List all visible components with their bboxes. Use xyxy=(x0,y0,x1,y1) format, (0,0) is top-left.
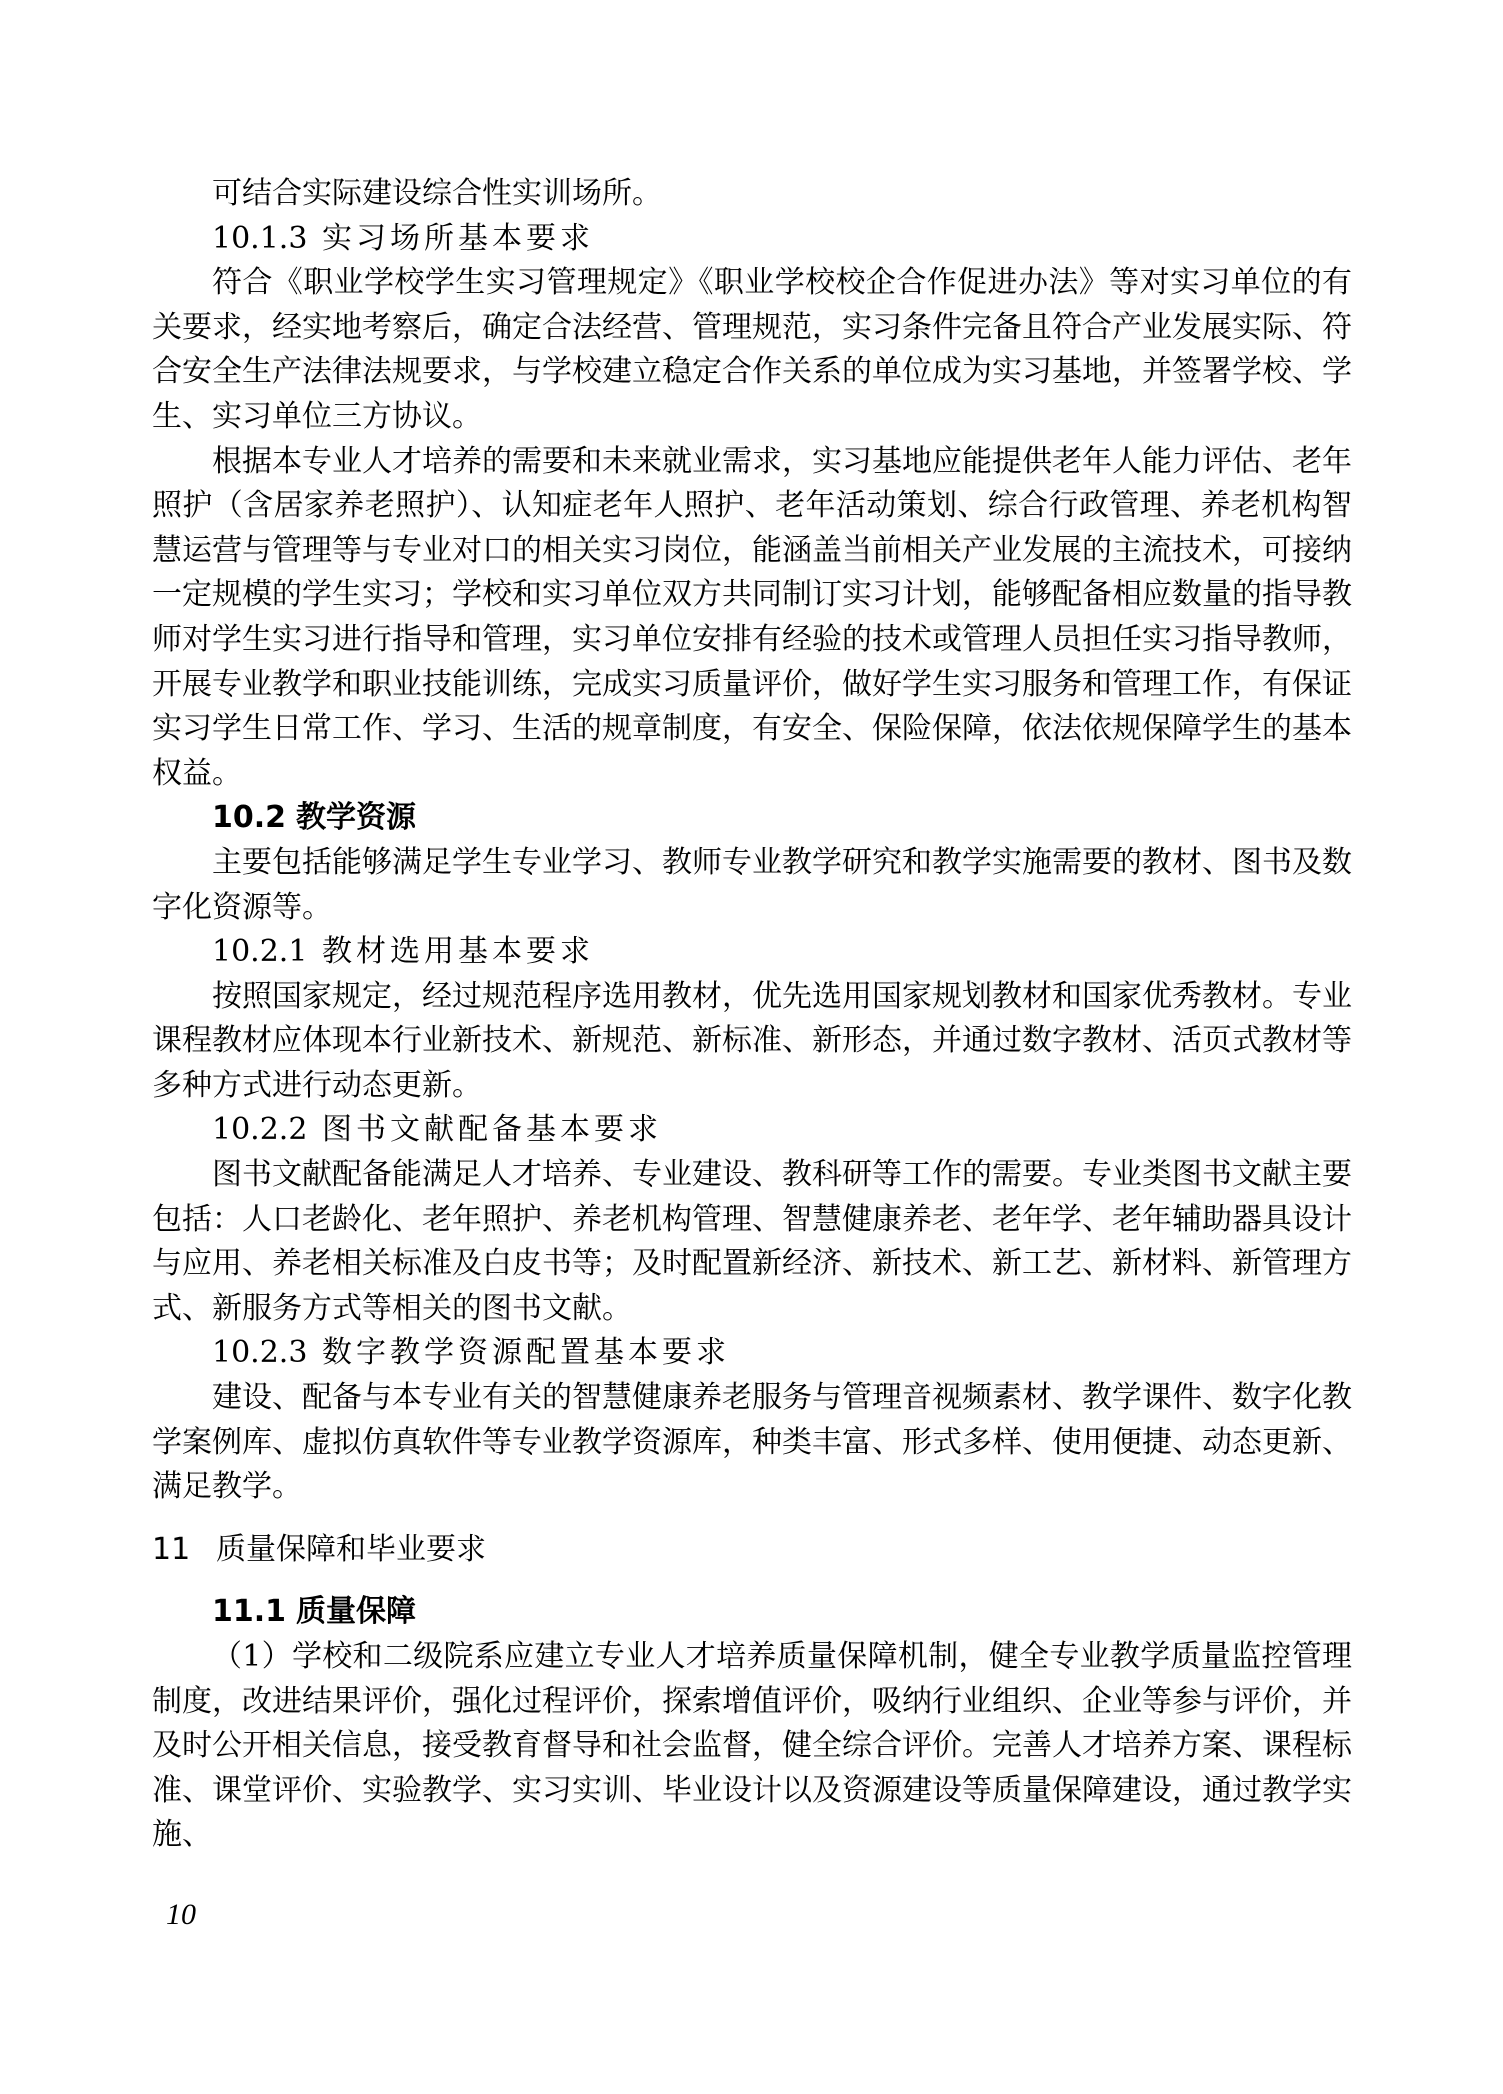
subsection-10-2-3 xyxy=(152,1331,1352,1376)
subsection-number: 10.2.3 xyxy=(212,1335,308,1371)
subsection-title: 图书文献配备基本要求 xyxy=(322,1112,662,1148)
paragraph-10-1-3-b: 根据本专业人才培养的需要和未来就业需求，实习基地应能提供老年人能力评估、老年照护（含居家养老照护）、认知症老年人照护、老年活动策划、综合行政管理、养老机构智慧运营与管理等与专业对口的相关实习岗位，能涵盖当前相关产业发展的主流技术，可接纳一定规模的学生实习；学校和实习单位双方共同制订实习计划，能够配备相应数量的指导教师对学生实习进行指导和管理，实习单位安排有经验的技术或管理人员担任实习指导教师，开展专业教学和职业技能训练，完成实习质量评价，做好学生实习服务和管理工作，有保证实习学生日常工作、学习、生活的规章制度，有安全、保险保障，依法依规保障学生的基本权益。 xyxy=(152,443,1352,791)
subsection-title: 教材选用基本要求 xyxy=(322,934,594,970)
paragraph-10-1-3-a: 符合《职业学校学生实习管理规定》《职业学校校企合作促进办法》等对实习单位的有关要求，经实地考察后，确定合法经营、管理规范，实习条件完备且符合产业发展实际、符合安全生产法律法规要求，与学校建立稳定合作关系的单位成为实习基地，并签署学校、学生、实习单位三方协议。 xyxy=(152,265,1352,434)
subsection-10-1-3 xyxy=(152,217,1352,262)
subsection-title: 数字教学资源配置基本要求 xyxy=(322,1335,730,1371)
paragraph-10-2-2: 图书文献配备能满足人才培养、专业建设、教科研等工作的需要。专业类图书文献主要包括：人口老龄化、老年照护、养老机构管理、智慧健康养老、老年学、老年辅助器具设计与应用、养老相关标准及白皮书等；及时配置新经济、新技术、新工艺、新材料、新管理方式、新服务方式等相关的图书文献。 xyxy=(152,1157,1352,1326)
chapter-11 xyxy=(152,1528,1352,1573)
section-title: 教学资源 xyxy=(296,800,416,836)
page-number: 10 xyxy=(166,1898,196,1931)
section-title: 质量保障 xyxy=(296,1594,416,1630)
subsection-number: 10.1.3 xyxy=(212,220,308,256)
subsection-10-2-1 xyxy=(152,930,1352,975)
section-10-2 xyxy=(152,796,1352,841)
paragraph-10-2-1: 按照国家规定，经过规范程序选用教材，优先选用国家规划教材和国家优秀教材。专业课程教材应体现本行业新技术、新规范、新标准、新形态，并通过数字教材、活页式教材等多种方式进行动态更新。 xyxy=(152,978,1352,1103)
subsection-number: 10.2.2 xyxy=(212,1112,308,1148)
chapter-title: 质量保障和毕业要求 xyxy=(216,1531,486,1567)
paragraph-intro: 可结合实际建设综合性实训场所。 xyxy=(212,176,662,211)
subsection-title: 实习场所基本要求 xyxy=(322,220,594,256)
paragraph-10-2: 主要包括能够满足学生专业学习、教师专业教学研究和教学实施需要的教材、图书及数字化资源等。 xyxy=(152,844,1352,925)
section-number: 11.1 xyxy=(212,1594,287,1630)
paragraph-11-1: （1）学校和二级院系应建立专业人才培养质量保障机制，健全专业教学质量监控管理制度，改进结果评价，强化过程评价，探索增值评价，吸纳行业组织、企业等参与评价，并及时公开相关信息，接受教育督导和社会监督，健全综合评价。完善人才培养方案、课程标准、课堂评价、实验教学、实习实训、毕业设计以及资源建设等质量保障建设，通过教学实施、 xyxy=(152,1639,1352,1853)
subsection-10-2-2 xyxy=(152,1108,1352,1153)
section-11-1 xyxy=(152,1590,1352,1635)
subsection-number: 10.2.1 xyxy=(212,934,308,970)
body-text xyxy=(152,172,1352,1858)
chapter-number: 11 xyxy=(152,1531,191,1567)
paragraph-10-2-3: 建设、配备与本专业有关的智慧健康养老服务与管理音视频素材、教学课件、数字化教学案例库、虚拟仿真软件等专业教学资源库，种类丰富、形式多样、使用便捷、动态更新、满足教学。 xyxy=(152,1380,1352,1505)
section-number: 10.2 xyxy=(212,800,287,836)
